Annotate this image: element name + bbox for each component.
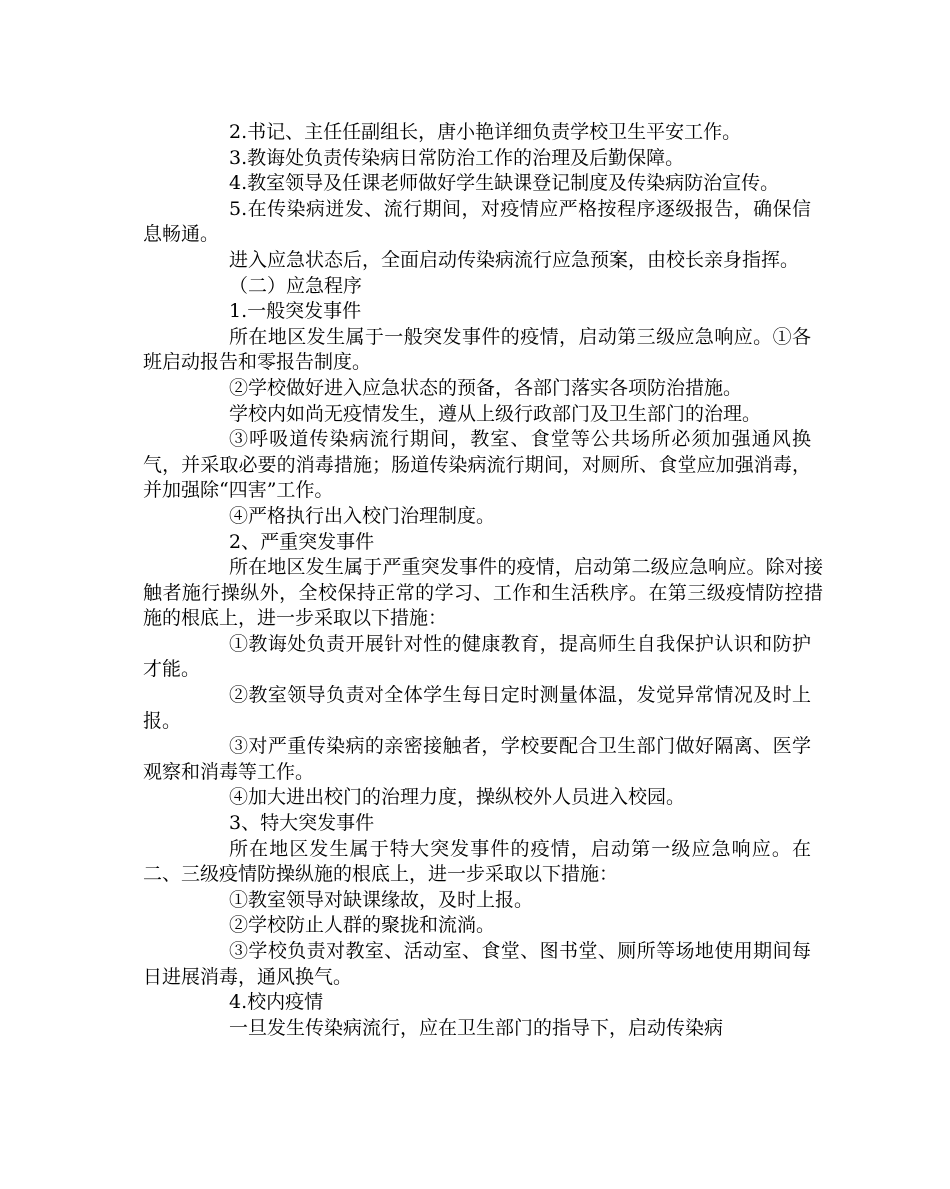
paragraph-reporting: 5.在传染病迸发、流行期间，对疫情应严格按程序逐级报告，确保信息畅通。 xyxy=(143,197,811,246)
paragraph-absence-report: ①教室领导对缺课缘故，及时上报。 xyxy=(229,888,534,911)
paragraph-emergency-state: 进入应急状态后，全面启动传染病流行应急预案，由校长亲身指挥。 xyxy=(229,248,800,271)
paragraph-deputy-leader: 2.书记、主任任副组长，唐小艳详细负责学校卫生平安工作。 xyxy=(229,121,742,143)
subheading-campus-epidemic: 4.校内疫情 xyxy=(229,991,324,1014)
subheading-major-event: 3、特大突发事件 xyxy=(229,812,375,835)
paragraph-gate-management: ④严格执行出入校门治理制度。 xyxy=(229,504,496,527)
paragraph-prevent-gathering: ②学校防止人群的聚拢和流淌。 xyxy=(229,914,496,937)
subheading-serious-event: 2、严重突发事件 xyxy=(229,530,375,553)
paragraph-close-contacts: ③对严重传染病的亲密接触者，学校要配合卫生部门做好隔离、医学观察和消毒等工作。 xyxy=(143,735,811,783)
paragraph-disinfection: ③学校负责对教室、活动室、食堂、图书堂、厕所等场地使用期间每日进展消毒，通风换气。 xyxy=(143,940,811,988)
paragraph-health-education: ①教诲处负责开展针对性的健康教育，提高师生自我保护认识和防护才能。 xyxy=(143,632,811,681)
paragraph-ventilation: ③呼吸道传染病流行期间，教室、食堂等公共场所必须加强通风换气，并采取必要的消毒措施；肠道传染病流行期间，对厕所、食堂应加强消毒，并加强除“四害”工作。 xyxy=(143,428,811,502)
paragraph-campus-epidemic-response: 一旦发生传染病流行，应在卫生部门的指导下，启动传染病 xyxy=(229,1016,724,1039)
paragraph-general-event-response: 所在地区发生属于一般突发事件的疫情，启动第三级应急响应。①各班启动报告和零报告制度。 xyxy=(143,325,811,374)
paragraph-major-event-response: 所在地区发生属于特大突发事件的疫情，启动第一级应急响应。在二、三级疫情防操纵施的根底上，进一步采取以下措施： xyxy=(143,837,811,886)
subheading-general-event: 1.一般突发事件 xyxy=(229,300,362,323)
paragraph-no-epidemic: 学校内如尚无疫情发生，遵从上级行政部门及卫生部门的治理。 xyxy=(229,402,762,425)
section-heading-emergency-procedure: （二）应急程序 xyxy=(229,274,363,297)
paragraph-class-leaders: 4.教室领导及任课老师做好学生缺课登记制度及传染病防治宣传。 xyxy=(229,172,780,195)
paragraph-education-office: 3.教诲处负责传染病日常防治工作的治理及后勤保障。 xyxy=(229,146,685,169)
paragraph-serious-event-response: 所在地区发生属于严重突发事件的疫情，启动第二级应急响应。除对接触者施行操纵外，全校保持正常的学习、工作和生活秩序。在第三级疫情防控措施的根底上，进一步采取以下措施： xyxy=(143,556,823,630)
document-body xyxy=(143,120,823,1041)
paragraph-temperature-check: ②教室领导负责对全体学生每日定时测量体温，发觉异常情况及时上报。 xyxy=(143,684,811,732)
paragraph-school-preparation: ②学校做好进入应急状态的预备，各部门落实各项防治措施。 xyxy=(229,376,743,399)
paragraph-gate-control: ④加大进出校门的治理力度，操纵校外人员进入校园。 xyxy=(229,786,686,809)
